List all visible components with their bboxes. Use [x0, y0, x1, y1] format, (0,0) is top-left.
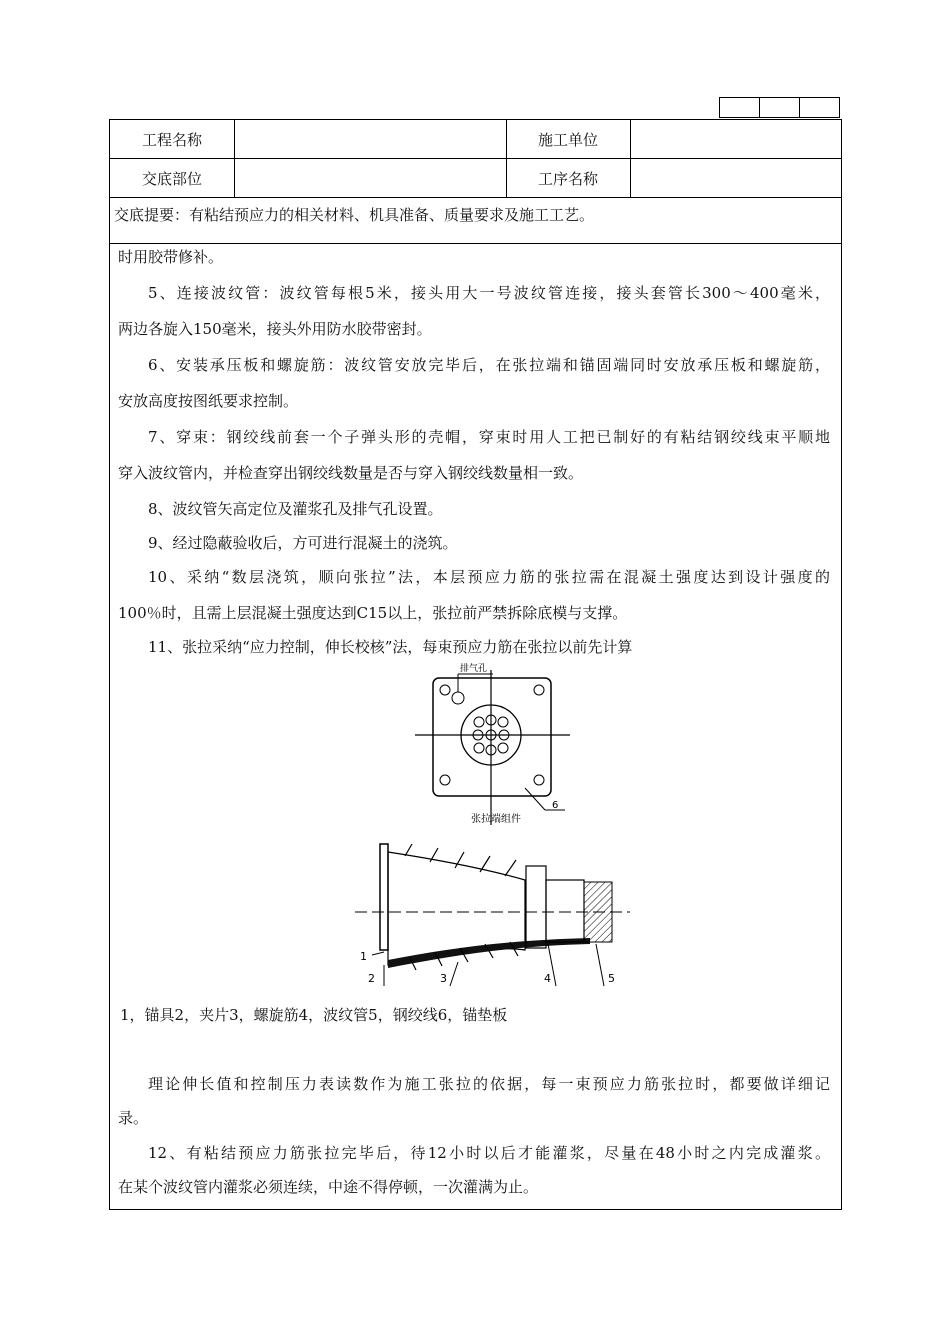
text-line: 6、安装承压板和螺旋筋：波纹管安放完毕后，在张拉端和锚固端同时安放承压板和螺旋筋，	[148, 356, 830, 374]
box-2	[759, 98, 799, 117]
project-name-label: 工程名称	[141, 130, 202, 149]
label-3: 3	[440, 972, 447, 985]
bolt-hole	[440, 685, 450, 695]
bolt-hole	[534, 685, 544, 695]
strand-hole	[474, 743, 484, 753]
text-line: 8、波纹管矢高定位及灌浆孔及排气孔设置。	[148, 500, 443, 518]
text-line: 5、连接波纹管：波纹管每根5米，接头用大一号波纹管连接，接头套管长300～400毫米，	[148, 284, 830, 302]
bearing-plate	[380, 844, 388, 950]
label-5: 5	[608, 972, 615, 985]
divider	[630, 120, 631, 198]
tension-end-figure	[415, 660, 595, 830]
anchorage-section-figure	[350, 840, 630, 990]
divider	[506, 120, 507, 198]
header-row-1	[110, 120, 841, 159]
form-frame	[109, 119, 842, 1210]
vent-hole	[452, 692, 464, 704]
strand-hole	[498, 743, 508, 753]
handover-summary: 交底提要：有粘结预应力的相关材料、机具准备、质量要求及施工工艺。	[110, 198, 841, 244]
leader-line	[596, 944, 604, 986]
label-1: 1	[360, 950, 367, 963]
text-line: 在某个波纹管内灌浆必须连续，中途不得停顿，一次灌满为止。	[118, 1178, 539, 1196]
box-1	[720, 98, 759, 117]
handover-part-label: 交底部位	[141, 169, 202, 188]
text-line: 时用胶带修补。	[118, 248, 224, 266]
box-3	[799, 98, 839, 117]
label-vent: 排气孔	[460, 664, 488, 674]
strand-end	[584, 882, 612, 942]
text-line: 10、采纳“数层浇筑，顺向张拉”法，本层预应力筋的张拉需在混凝土强度达到设计强度的	[148, 568, 830, 586]
construction-unit-label: 施工单位	[537, 130, 598, 149]
label-4: 4	[544, 972, 551, 985]
process-name-label: 工序名称	[537, 169, 598, 188]
text-line: 理论伸长值和控制压力表读数作为施工张拉的依据，每一束预应力筋张拉时，都要做详细记	[148, 1075, 830, 1093]
text-line: 安放高度按图纸要求控制。	[118, 392, 299, 410]
anchor-plate	[433, 678, 551, 796]
strand-hole	[498, 717, 508, 727]
text-line: 穿入波纹管内，并检查穿出钢绞线数量是否与穿入钢绞线数量相一致。	[118, 464, 584, 482]
leader-line	[450, 962, 458, 986]
leader-line	[372, 952, 384, 955]
process-name-value[interactable]	[630, 159, 841, 197]
label-2: 2	[368, 972, 375, 985]
wedge	[546, 880, 584, 942]
strand-hole	[474, 717, 484, 727]
construction-unit-value[interactable]	[630, 120, 841, 158]
spiral-rebar	[405, 844, 518, 970]
text-line: 录。	[118, 1109, 149, 1127]
project-name-value[interactable]	[234, 120, 506, 158]
text-line: 100％时，且需上层混凝土强度达到C15以上，张拉前严禁拆除底模与支撑。	[118, 604, 628, 622]
text-line: 12、有粘结预应力筋张拉完毕后，待12小时以后才能灌浆，尽量在48小时之内完成灌浆。	[148, 1144, 830, 1162]
header-row-2	[110, 159, 841, 198]
leader-line	[525, 788, 545, 810]
handover-part-value[interactable]	[234, 159, 506, 197]
top-right-boxes	[719, 97, 840, 118]
label-6: 6	[552, 800, 559, 811]
text-line: 9、经过隐蔽验收后，方可进行混凝土的浇筑。	[148, 534, 458, 552]
text-line: 两边各旋入150毫米，接头外用防水胶带密封。	[118, 320, 432, 338]
bolt-hole	[534, 775, 544, 785]
figure-caption-top: 张拉端组件	[471, 814, 521, 825]
text-line: 7、穿束：钢绞线前套一个子弹头形的壳帽，穿束时用人工把已制好的有粘结钢绞线束平顺地	[148, 428, 830, 446]
figure-caption: 1，锚具2，夹片3，螺旋筋4，波纹管5，钢绞线6，锚垫板	[120, 1006, 508, 1024]
anchor-head	[526, 866, 546, 948]
text-line: 11、张拉采纳“应力控制，伸长校核”法，每束预应力筋在张拉以前先计算	[148, 638, 633, 656]
divider	[234, 120, 235, 198]
bolt-hole	[440, 775, 450, 785]
